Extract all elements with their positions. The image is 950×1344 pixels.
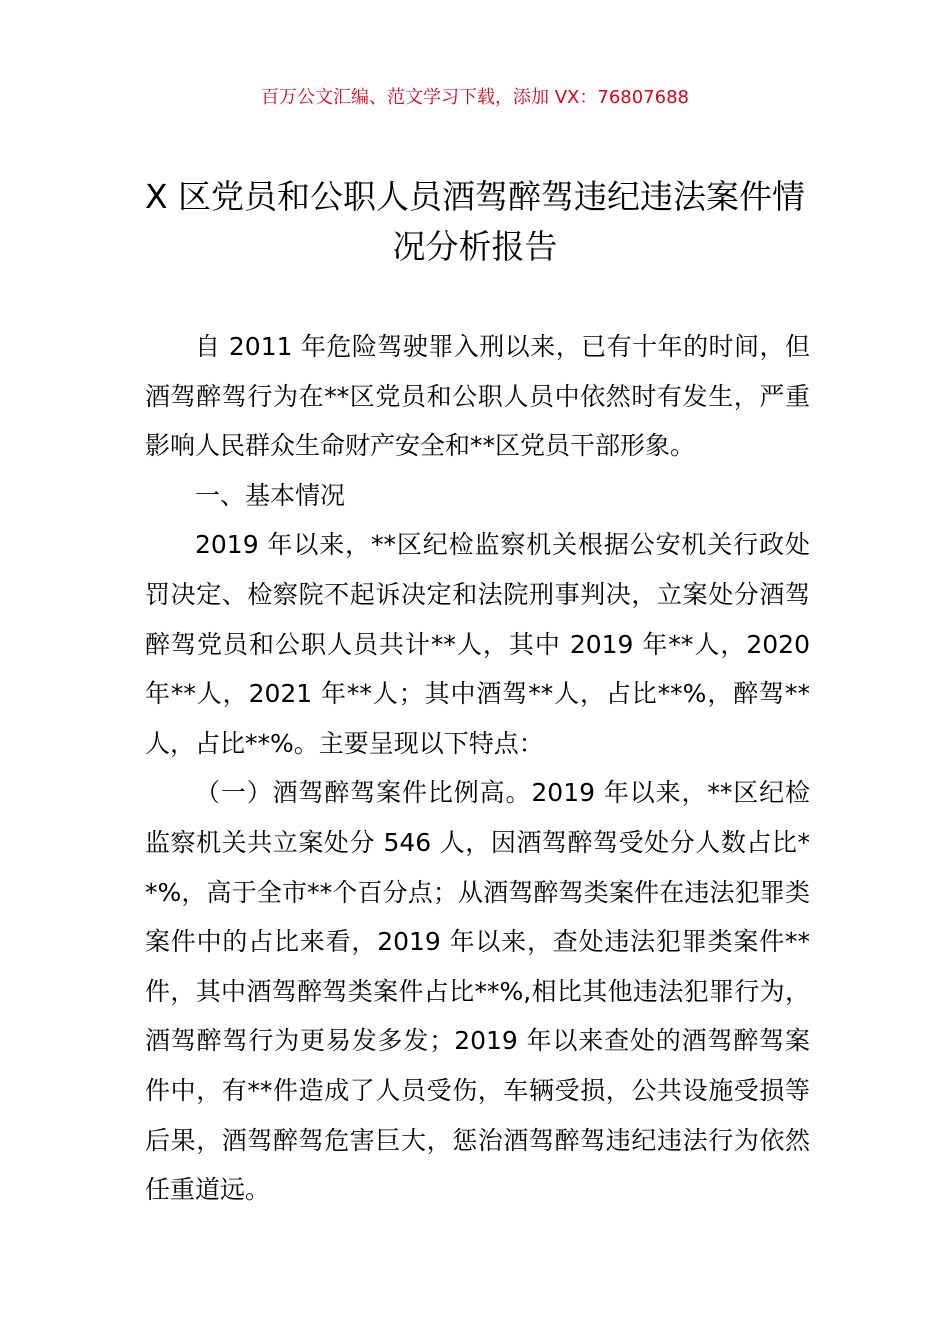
section-heading-basic-situation: 一、基本情况 — [195, 480, 346, 510]
intro-paragraph: 自 2011 年危险驾驶罪入刑以来，已有十年的时间，但酒驾醉驾行为在**区党员和公职人员中依然时有发生，严重影响人民群众生命财产安全和**区党员干部形象。 — [145, 332, 810, 461]
basic-situation-paragraph: 2019 年以来，**区纪检监察机关根据公安机关行政处罚决定、检察院不起诉决定和法院刑事判决，立案处分酒驾醉驾党员和公职人员共计**人，其中 2019 年**人，2020 年**人，2021 年**人；其中酒驾**人，占比**%，醉驾**人，占比**%。主要呈现以下特点： — [145, 530, 810, 758]
header-watermark-note: 百万公文汇编、范文学习下载，添加 VX：76807688 — [261, 87, 689, 108]
feature-one-paragraph: （一）酒驾醉驾案件比例高。2019 年以来，**区纪检监察机关共立案处分 546 人，因酒驾醉驾受处分人数占比**%，高于全市**个百分点；从酒驾醉驾类案件在违法犯罪类案件中的占比来看，2019 年以来，查处违法犯罪类案件**件，其中酒驾醉驾类案件占比**%,相比其他违法犯罪行为，酒驾醉驾行为更易发多发；2019 年以来查处的酒驾醉驾案件中，有**件造成了人员受伤，车辆受损，公共设施受损等后果，酒驾醉驾危害巨大，惩治酒驾醉驾违纪违法行为依然任重道远。 — [145, 778, 810, 1205]
document-title: X 区党员和公职人员酒驾醉驾违纪违法案件情况分析报告 — [144, 177, 806, 266]
document-body — [145, 322, 810, 1215]
